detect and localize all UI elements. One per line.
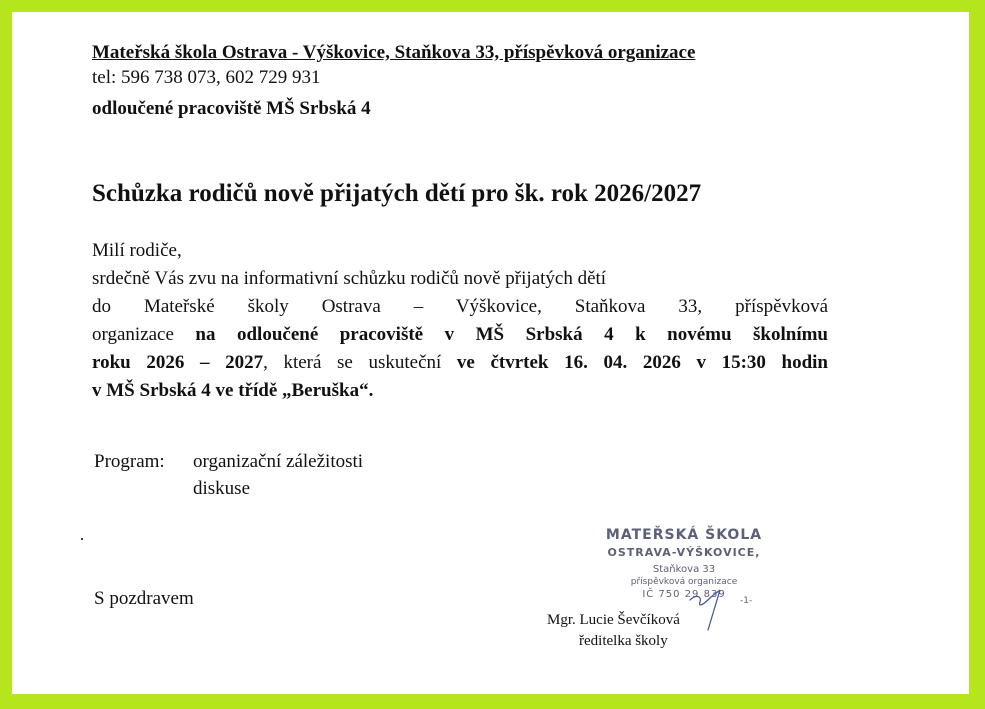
stamp-line-1: MATEŘSKÁ ŠKOLA (605, 527, 763, 543)
branch-name: odloučené pracoviště MŠ Srbská 4 (92, 98, 371, 119)
letter-line-4-bold-a: roku 2026 – 2027 (92, 352, 264, 373)
letter-line-3 (92, 321, 828, 349)
signer-name: Mgr. Lucie Ševčíková (547, 612, 680, 628)
letter-line-3-text: organizace (92, 324, 196, 345)
letter-line-3-bold: na odloučené pracoviště v MŠ Srbská 4 k novému školnímu (195, 324, 828, 345)
handwritten-signature (682, 584, 732, 634)
letter-line-4-bold-b: ve čtvrtek 16. 04. 2026 v 15:30 hodin (456, 352, 828, 373)
school-name: Mateřská škola Ostrava - Výškovice, Staňkova 33, příspěvková organizace (92, 42, 696, 63)
speck (81, 538, 83, 540)
stamp-line-4: příspěvková organizace (630, 577, 738, 587)
program-item-2: diskuse (193, 478, 250, 499)
document-title: Schůzka rodičů nově přijatých dětí pro šk. rok 2026/2027 (92, 180, 702, 207)
closing-greeting: S pozdravem (94, 588, 194, 609)
school-phone: tel: 596 738 073, 602 729 931 (92, 67, 321, 88)
letter-line-4 (92, 349, 828, 377)
stamp-line-3: Staňkova 33 (652, 564, 716, 575)
program-label: Program: (94, 451, 165, 472)
letter-line-4-text: , která se uskuteční (263, 352, 457, 373)
document-page (12, 12, 969, 694)
stamp-line-2: OSTRAVA-VÝŠKOVICE, (607, 546, 761, 559)
letter-line-5: v MŠ Srbská 4 ve třídě „Beruška“. (92, 380, 374, 401)
program-item-1: organizační záležitosti (193, 451, 364, 472)
stamp-line-5: IČ 750 29 839 (642, 589, 726, 600)
signer-role: ředitelka školy (579, 633, 668, 649)
letter-line-1: srdečně Vás zvu na informativní schůzku rodičů nově přijatých dětí (92, 268, 607, 289)
salutation: Milí rodiče, (92, 240, 182, 261)
letter-line-2: do Mateřské školy Ostrava – Výškovice, Staňkova 33, příspěvková (92, 296, 828, 317)
letter-body (92, 237, 828, 405)
stamp-line-6: -1- (740, 596, 753, 606)
